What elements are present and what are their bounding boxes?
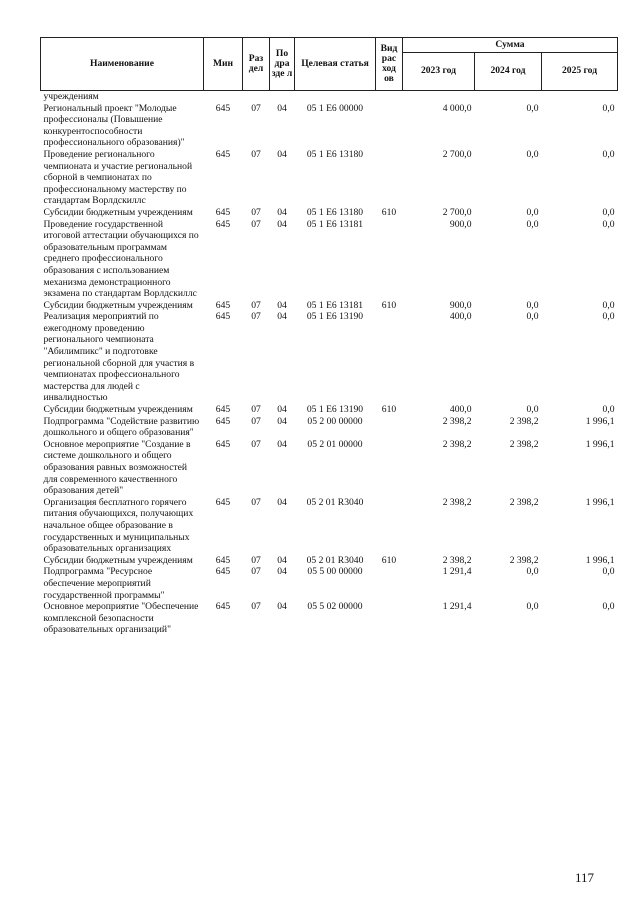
name-cell: Региональный проект "Молодые профессионалы (Повышение конкурентоспособности профессионального образования)" [43, 102, 185, 149]
sum-2024-cell: 0,0 [526, 206, 539, 218]
sum-2025-cell: 0,0 [602, 206, 615, 218]
razdel-cell: 07 [251, 311, 261, 323]
target-cell [295, 91, 376, 103]
table-row [41, 497, 618, 555]
vid-cell [376, 497, 403, 555]
podrazdel-cell [270, 91, 295, 103]
vid-cell [376, 416, 403, 439]
table-row [41, 311, 618, 404]
table-row [41, 103, 618, 149]
min-cell: 645 [215, 299, 231, 311]
sum-2023-cell: 2 398,2 [442, 415, 472, 427]
min-cell: 645 [215, 404, 231, 416]
podrazdel-cell: 04 [277, 148, 287, 160]
target-cell: 05 1 E6 13190 [306, 311, 364, 323]
razdel-cell: 07 [251, 438, 261, 450]
header-sum: Сумма [403, 38, 618, 53]
sum-2024-cell: 0,0 [526, 148, 539, 160]
razdel-cell [243, 91, 270, 103]
header-name: Наименование [41, 38, 204, 91]
header-2025: 2025 год [542, 53, 618, 91]
sum-2025-cell: 1 996,1 [585, 554, 615, 566]
table-row [41, 601, 618, 636]
sum-2024-cell [475, 91, 542, 103]
sum-2023-cell: 400,0 [449, 404, 472, 416]
target-cell: 05 5 02 00000 [307, 601, 363, 613]
name-cell: Субсидии бюджетным учреждениям [43, 206, 193, 218]
target-cell: 05 5 00 00000 [307, 566, 363, 578]
header-razdel: Раз дел [243, 38, 270, 91]
razdel-cell: 07 [251, 601, 261, 613]
min-cell: 645 [215, 206, 231, 218]
sum-2024-cell: 0,0 [526, 566, 539, 578]
name-cell: Организация бесплатного горячего питания обучающихся, получающих начальное общее образование в государственных и муниципальных образовательных организациях [43, 496, 194, 555]
sum-2025-cell: 0,0 [602, 404, 615, 416]
sum-2024-cell: 2 398,2 [509, 554, 539, 566]
vid-cell: 610 [381, 299, 397, 311]
table-row [41, 566, 618, 601]
header-min: Мин [204, 38, 243, 91]
name-cell: Субсидии бюджетным учреждениям [43, 554, 193, 566]
vid-cell [376, 103, 403, 149]
name-cell: Подпрограмма "Содействие развитию дошкольного и общего образования" [43, 415, 200, 439]
podrazdel-cell: 04 [277, 218, 287, 230]
name-cell: учреждениям [43, 91, 99, 102]
podrazdel-cell: 04 [277, 415, 287, 427]
sum-2024-cell: 0,0 [526, 218, 539, 230]
sum-2024-cell: 0,0 [526, 102, 539, 114]
sum-2025-cell: 0,0 [602, 299, 615, 311]
podrazdel-cell: 04 [277, 496, 287, 508]
podrazdel-cell: 04 [277, 438, 287, 450]
razdel-cell: 07 [251, 566, 261, 578]
vid-cell [376, 219, 403, 300]
name-cell: Субсидии бюджетным учреждениям [43, 404, 193, 416]
razdel-cell: 07 [251, 206, 261, 218]
target-cell: 05 2 01 R3040 [306, 554, 364, 566]
sum-2025-cell: 0,0 [602, 218, 615, 230]
sum-2023-cell: 2 398,2 [442, 554, 472, 566]
sum-2023-cell: 1 291,4 [442, 566, 472, 578]
table-row [41, 300, 618, 312]
podrazdel-cell: 04 [277, 566, 287, 578]
table-row [41, 439, 618, 497]
vid-cell [376, 91, 403, 103]
razdel-cell: 07 [251, 218, 261, 230]
min-cell: 645 [215, 311, 231, 323]
sum-2025-cell: 1 996,1 [585, 496, 615, 508]
podrazdel-cell: 04 [277, 206, 287, 218]
sum-2025-cell: 1 996,1 [585, 438, 615, 450]
vid-cell [376, 149, 403, 207]
sum-2023-cell: 900,0 [449, 218, 472, 230]
table-row [41, 207, 618, 219]
table-row [41, 149, 618, 207]
sum-2024-cell: 2 398,2 [509, 438, 539, 450]
sum-2024-cell: 0,0 [526, 311, 539, 323]
vid-cell [376, 439, 403, 497]
sum-2024-cell: 2 398,2 [509, 415, 539, 427]
razdel-cell: 07 [251, 554, 261, 566]
name-cell: Основное мероприятие "Создание в системе дошкольного и общего образования равных возможностей для современного качественного образования детей" [43, 438, 191, 497]
target-cell: 05 1 E6 13190 [306, 404, 364, 416]
vid-cell [376, 566, 403, 601]
razdel-cell: 07 [251, 148, 261, 160]
sum-2023-cell: 2 700,0 [442, 206, 472, 218]
min-cell: 645 [215, 102, 231, 114]
sum-2023-cell: 2 700,0 [442, 148, 472, 160]
sum-2023-cell: 1 291,4 [442, 601, 472, 613]
sum-2024-cell: 2 398,2 [509, 496, 539, 508]
sum-2023-cell [403, 91, 475, 103]
table-row [41, 416, 618, 439]
min-cell: 645 [215, 415, 231, 427]
podrazdel-cell: 04 [277, 601, 287, 613]
sum-2025-cell: 0,0 [602, 566, 615, 578]
budget-table [40, 37, 618, 636]
sum-2023-cell: 4 000,0 [442, 102, 472, 114]
razdel-cell: 07 [251, 404, 261, 416]
table-row [41, 555, 618, 567]
podrazdel-cell: 04 [277, 299, 287, 311]
sum-2023-cell: 900,0 [449, 299, 472, 311]
min-cell: 645 [215, 496, 231, 508]
podrazdel-cell: 04 [277, 102, 287, 114]
header-vid: Вид рас ход ов [376, 38, 403, 91]
sum-2025-cell: 0,0 [602, 148, 615, 160]
vid-cell [376, 601, 403, 636]
table-body [41, 91, 618, 636]
vid-cell: 610 [381, 404, 397, 416]
min-cell: 645 [215, 218, 231, 230]
name-cell: Субсидии бюджетным учреждениям [43, 299, 193, 311]
target-cell: 05 2 00 00000 [307, 415, 363, 427]
page-number: 117 [575, 870, 595, 885]
vid-cell: 610 [381, 206, 397, 218]
table-row [41, 91, 618, 103]
name-cell: Подпрограмма "Ресурсное обеспечение мероприятий государственной программы" [43, 566, 165, 601]
razdel-cell: 07 [251, 415, 261, 427]
min-cell: 645 [215, 566, 231, 578]
sum-2023-cell: 2 398,2 [442, 438, 472, 450]
target-cell: 05 1 E6 13180 [306, 206, 364, 218]
target-cell: 05 2 01 00000 [307, 438, 363, 450]
target-cell: 05 1 E6 13181 [306, 299, 364, 311]
name-cell: Реализация мероприятий по ежегодному проведению регионального чемпионата "Абилимпикс" и подготовке региональной сборной для участия в чемпионатах профессионального мастерства для людей с инвалидностью [43, 311, 195, 404]
podrazdel-cell: 04 [277, 554, 287, 566]
header-target: Целевая статья [295, 38, 376, 91]
sum-2023-cell: 2 398,2 [442, 496, 472, 508]
header-podrazdel: По дра зде л [270, 38, 295, 91]
razdel-cell: 07 [251, 102, 261, 114]
razdel-cell: 07 [251, 496, 261, 508]
sum-2024-cell: 0,0 [526, 404, 539, 416]
sum-2025-cell [542, 91, 618, 103]
table-row [41, 404, 618, 416]
min-cell: 645 [215, 554, 231, 566]
sum-2024-cell: 0,0 [526, 601, 539, 613]
sum-2023-cell: 400,0 [449, 311, 472, 323]
name-cell: Проведение регионального чемпионата и участие региональной сборной в чемпионатах по профессиональному мастерству по стандартам Ворлдскиллс [43, 148, 193, 207]
podrazdel-cell: 04 [277, 311, 287, 323]
target-cell: 05 1 E6 00000 [306, 102, 364, 114]
min-cell [204, 91, 243, 103]
sum-2025-cell: 0,0 [602, 102, 615, 114]
sum-2025-cell: 1 996,1 [585, 415, 615, 427]
min-cell: 645 [215, 601, 231, 613]
name-cell: Проведение государственной итоговой аттестации обучающихся по образовательным программам среднего профессионального образования с использованием механизма демонстрационного экзамена по стандартам Ворлдскиллс [43, 218, 199, 300]
name-cell: Основное мероприятие "Обеспечение комплексной безопасности образовательных организаций" [43, 601, 199, 636]
target-cell: 05 1 E6 13181 [306, 218, 364, 230]
header-2024: 2024 год [475, 53, 542, 91]
target-cell: 05 2 01 R3040 [306, 496, 364, 508]
vid-cell [376, 311, 403, 404]
podrazdel-cell: 04 [277, 404, 287, 416]
table-header [41, 38, 618, 91]
razdel-cell: 07 [251, 299, 261, 311]
sum-2025-cell: 0,0 [602, 601, 615, 613]
vid-cell: 610 [381, 554, 397, 566]
header-2023: 2023 год [403, 53, 475, 91]
target-cell: 05 1 E6 13180 [306, 148, 364, 160]
sum-2024-cell: 0,0 [526, 299, 539, 311]
sum-2025-cell: 0,0 [602, 311, 615, 323]
min-cell: 645 [215, 148, 231, 160]
min-cell: 645 [215, 438, 231, 450]
table-row [41, 219, 618, 300]
